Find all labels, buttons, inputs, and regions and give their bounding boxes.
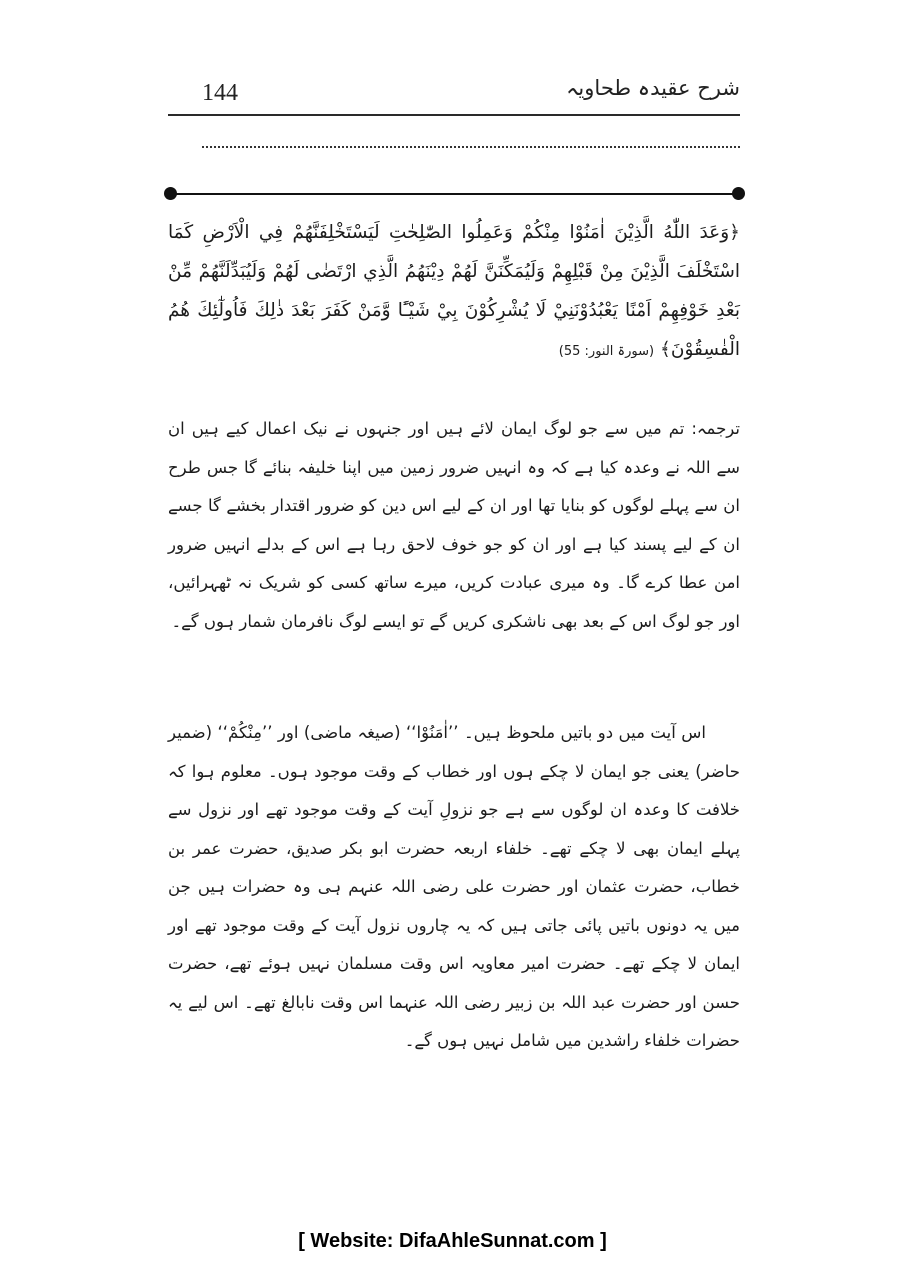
verse-arabic-text: ﴿وَعَدَ اللّٰهُ الَّذِيْنَ اٰمَنُوْا مِنْكُمْ وَعَمِلُوا الصّٰلِحٰتِ لَيَسْتَخْلِفَنَّهُمْ فِي الْاَرْضِ كَمَا اسْتَخْلَفَ الَّذِيْنَ مِنْ قَبْلِهِمْ وَلَيُمَكِّنَنَّ لَهُمْ دِيْنَهُمُ الَّذِي ارْتَضٰى لَهُمْ وَلَيُبَدِّلَنَّهُمْ مِّنْ بَعْدِ خَوْفِهِمْ اَمْنًا يَعْبُدُوْنَنِيْ لَا يُشْرِكُوْنَ بِيْ شَيْـًٔا وَّمَنْ كَفَرَ بَعْدَ ذٰلِكَ فَاُولٰٓئِكَ هُمُ الْفٰسِقُوْنَ﴾ <box>168 222 740 360</box>
commentary-section <box>168 714 740 1061</box>
header-rule <box>168 114 740 116</box>
ornamental-divider <box>170 193 738 195</box>
quran-verse <box>168 213 740 371</box>
commentary-paragraph: اس آیت میں دو باتیں ملحوظ ہیں۔ ’’اٰمَنُوْا‘‘ (صیغہ ماضی) اور ’’مِنْكُمْ‘‘ (ضمیر حاضر) یعنی جو ایمان لا چکے ہوں اور خطاب کے وقت موجود ہوں۔ معلوم ہوا کہ خلافت کا وعدہ ان لوگوں سے ہے جو نزولِ آیت کے وقت موجود تھے اور نزول سے پہلے ایمان بھی لا چکے تھے۔ خلفاء اربعہ حضرت ابو بکر صدیق، حضرت عمر بن خطاب، حضرت عثمان اور حضرت علی رضی اللہ عنہم ہی وہ حضرات ہیں جن میں یہ دونوں باتیں پائی جاتی ہیں کہ یہ چاروں نزول آیت کے وقت موجود تھے اور ایمان لا چکے تھے۔ حضرت امیر معاویہ اس وقت مسلمان نہیں ہوئے تھے، حضرت حسن اور حضرت عبد اللہ بن زبیر رضی اللہ عنہما اس وقت نابالغ تھے۔ اس لیے یہ حضرات خلفاء راشدین میں شامل نہیں ہوں گے۔ <box>168 723 740 1050</box>
dotted-leader-line <box>202 146 740 148</box>
verse-reference: (سورۃ النور: 55) <box>558 344 655 359</box>
website-footer: [ Website: DifaAhleSunnat.com ] <box>298 1230 607 1252</box>
page-header <box>168 70 740 114</box>
page-number: 144 <box>202 80 238 106</box>
divider-right-dot <box>732 187 745 200</box>
verse-translation <box>168 410 740 641</box>
divider-left-dot <box>164 187 177 200</box>
translation-paragraph: ترجمہ: تم میں سے جو لوگ ایمان لائے ہیں اور جنہوں نے نیک اعمال کیے ہیں ان سے اللہ نے وعدہ کیا ہے کہ وہ انہیں ضرور زمین میں اپنا خلیفہ بنائے گا جس طرح ان سے پہلے لوگوں کو بنایا تھا اور ان کے لیے اس دین کو ضرور اقتدار بخشے گا جسے ان کے لیے پسند کیا ہے اور ان کو جو خوف لاحق رہا ہے اس کے بدلے انہیں ضرور امن عطا کرے گا۔ وہ میری عبادت کریں، میرے ساتھ کسی کو شریک نہ ٹھہرائیں، اور جو لوگ اس کے بعد بھی ناشکری کریں گے تو ایسے لوگ نافرمان شمار ہوں گے۔ <box>168 419 740 631</box>
book-title: شرح عقیدہ طحاویہ <box>566 76 740 100</box>
